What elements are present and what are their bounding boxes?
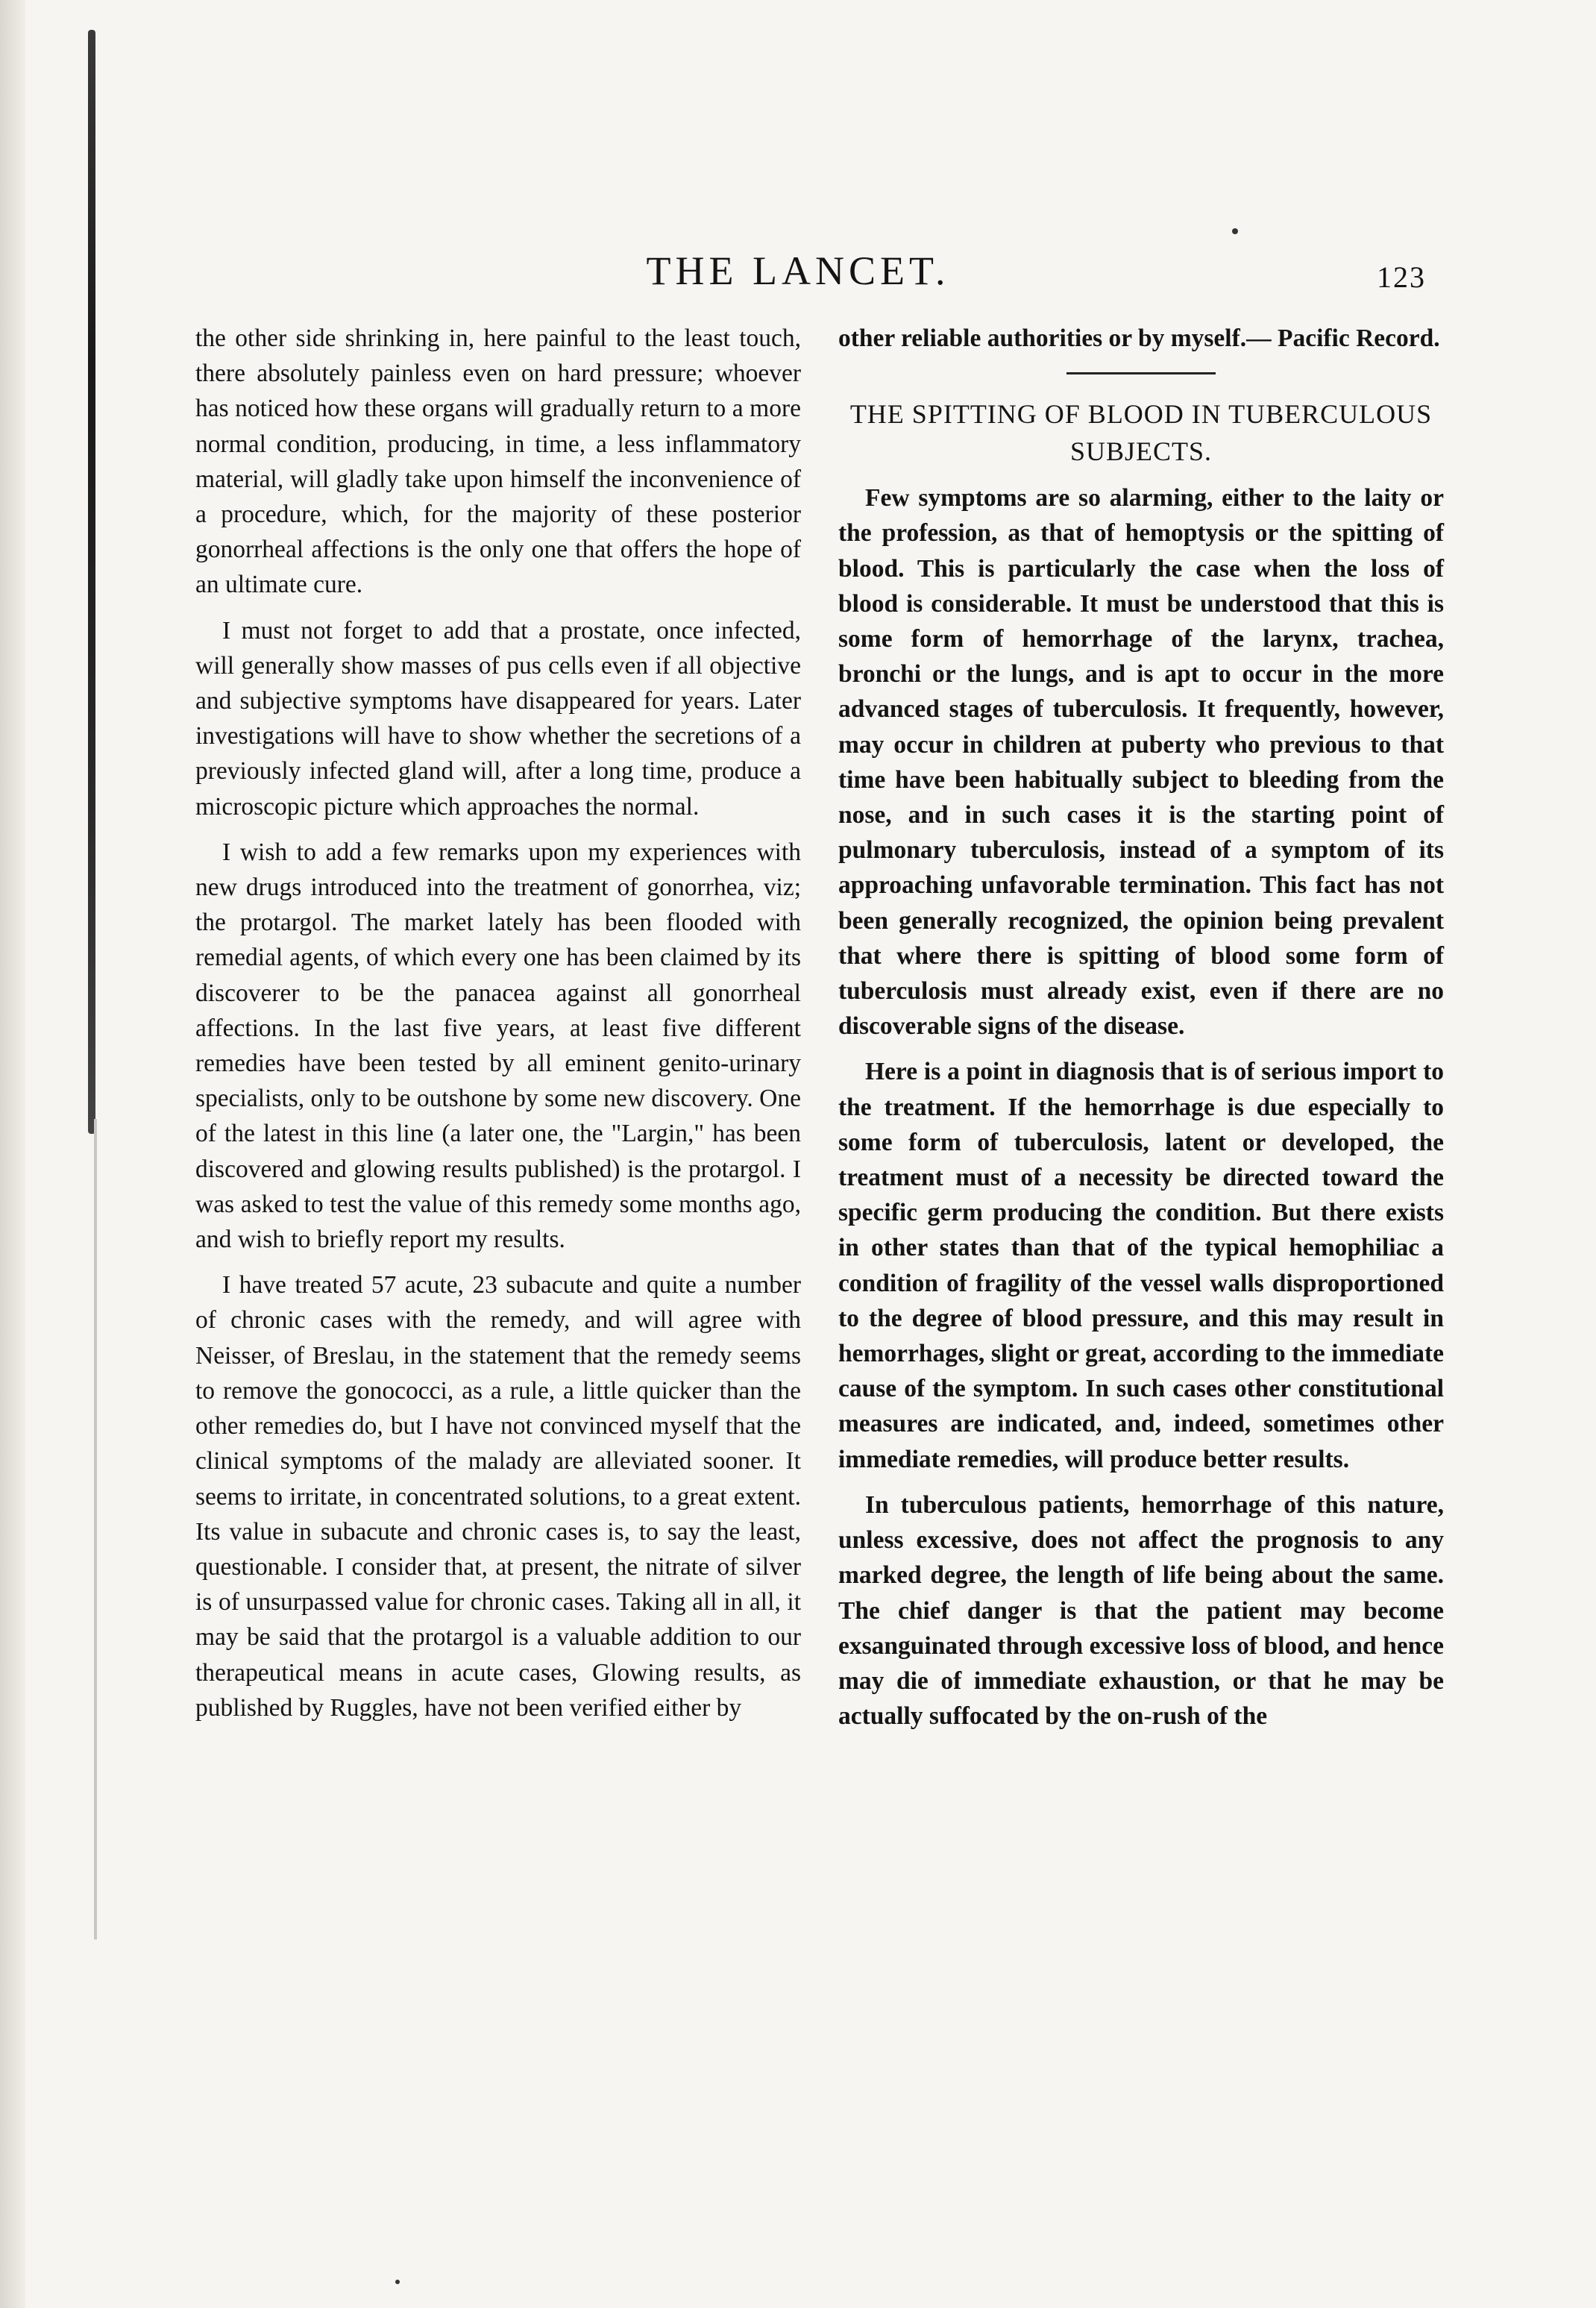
section-divider <box>1066 372 1216 374</box>
running-title: THE LANCET. <box>646 248 950 293</box>
right-column <box>838 321 1444 1744</box>
continuation-paragraph: other reliable authorities or by myself.— Pacific Record. <box>838 324 1440 352</box>
ink-speck <box>1232 228 1238 234</box>
page-number: 123 <box>1377 260 1426 294</box>
binding-crease <box>94 1119 97 1939</box>
paragraph: I wish to add a few remarks upon my experiences with new drugs introduced into the treatment of gonorrhea, viz; the protargol. The market lately has been flooded with remedial agents, of which every one has been claimed by its discoverer to be the panacea against all gonorrheal affections. In the last five years, at least five different remedies have been tested by all eminent genito-urinary specialists, only to be outshone by some new discovery. One of the latest in this line (a later one, the "Largin," has been discovered and glowing results published) is the protargol. I was asked to test the value of this remedy some months ago, and wish to briefly report my results. <box>195 838 801 1254</box>
paragraph: Here is a point in diagnosis that is of serious import to the treatment. If the hemorrhage is due especially to some form of tuberculosis, latent or developed, the treatment must of a necessity be directed toward the specific germ producing the condition. But there exists in other states than that of the typical hemophiliac a condition of fragility of the vessel walls disproportioned to the degree of blood pressure, and this may result in hemorrhages, slight or great, according to the immediate cause of the symptom. In such cases other constitutional measures are indicated, and, indeed, sometimes other immediate remedies, will produce better results. <box>838 1058 1444 1473</box>
paragraph: I must not forget to add that a prostate, once infected, will generally show masses of pus cells even if all objective and subjective symptoms have disappeared for years. Later investigations will have to show whether the secretions of a previously infected gland will, after a long time, produce a microscopic picture which approaches the normal. <box>195 616 801 821</box>
paragraph: Few symptoms are so alarming, either to the laity or the profession, as that of hemoptysis or the spitting of blood. This is particularly the case when the loss of blood is considerable. It must be understood that this is some form of hemorrhage of the larynx, trachea, bronchi or the lungs, and is apt to occur in the more advanced stages of tuberculosis. It frequently, however, may occur in children at puberty who previous to that time have been habitually subject to bleeding from the nose, and in such cases it is the starting point of pulmonary tuberculosis, instead of a symptom of its approaching unfavorable termination. This fact has not been generally recognized, the opinion being prevalent that where there is spitting of blood some form of tuberculosis must already exist, even if there are no discoverable signs of the disease. <box>838 484 1444 1041</box>
paragraph: the other side shrinking in, here painful to the least touch, there absolutely painless even on hard pressure; whoever has noticed how these organs will gradually return to a more normal condition, producing, in time, a less inflammatory material, will gladly take upon himself the inconvenience of a procedure, which, for the majority of these posterior gonorrheal affections is the only one that offers the hope of an ultimate cure. <box>195 324 801 599</box>
paragraph: I have treated 57 acute, 23 subacute and quite a number of chronic cases with the remedy, and will agree with Neisser, of Breslau, in the statement that the remedy seems to remove the gonococci, as a rule, a little quicker than the other remedies do, but I have not convinced myself that the clinical symptoms of the malady are alleviated sooner. It seems to irritate, in concentrated solutions, to a great extent. Its value in subacute and chronic cases is, to say the least, questionable. I consider that, at present, the nitrate of silver is of unsurpassed value for chronic cases. Taking all in all, it may be said that the protargol is a valuable addition to our therapeutical means in acute cases, Glowing results, as published by Ruggles, have not been verified either by <box>195 1271 801 1722</box>
paragraph: In tuberculous patients, hemorrhage of this nature, unless excessive, does not affect the prognosis to any marked degree, the length of life being about the same. The chief danger is that the patient may become exsanguinated through excessive loss of blood, and hence may die of immediate exhaustion, or that he may be actually suffocated by the on-rush of the <box>838 1490 1444 1731</box>
page-binding-edge <box>0 0 25 2308</box>
left-column <box>195 321 801 1736</box>
article-title: THE SPITTING OF BLOOD IN TUBERCULOUS SUBJECTS. <box>849 399 1433 467</box>
ink-speck <box>395 2280 400 2284</box>
binding-shadow <box>88 30 95 1134</box>
